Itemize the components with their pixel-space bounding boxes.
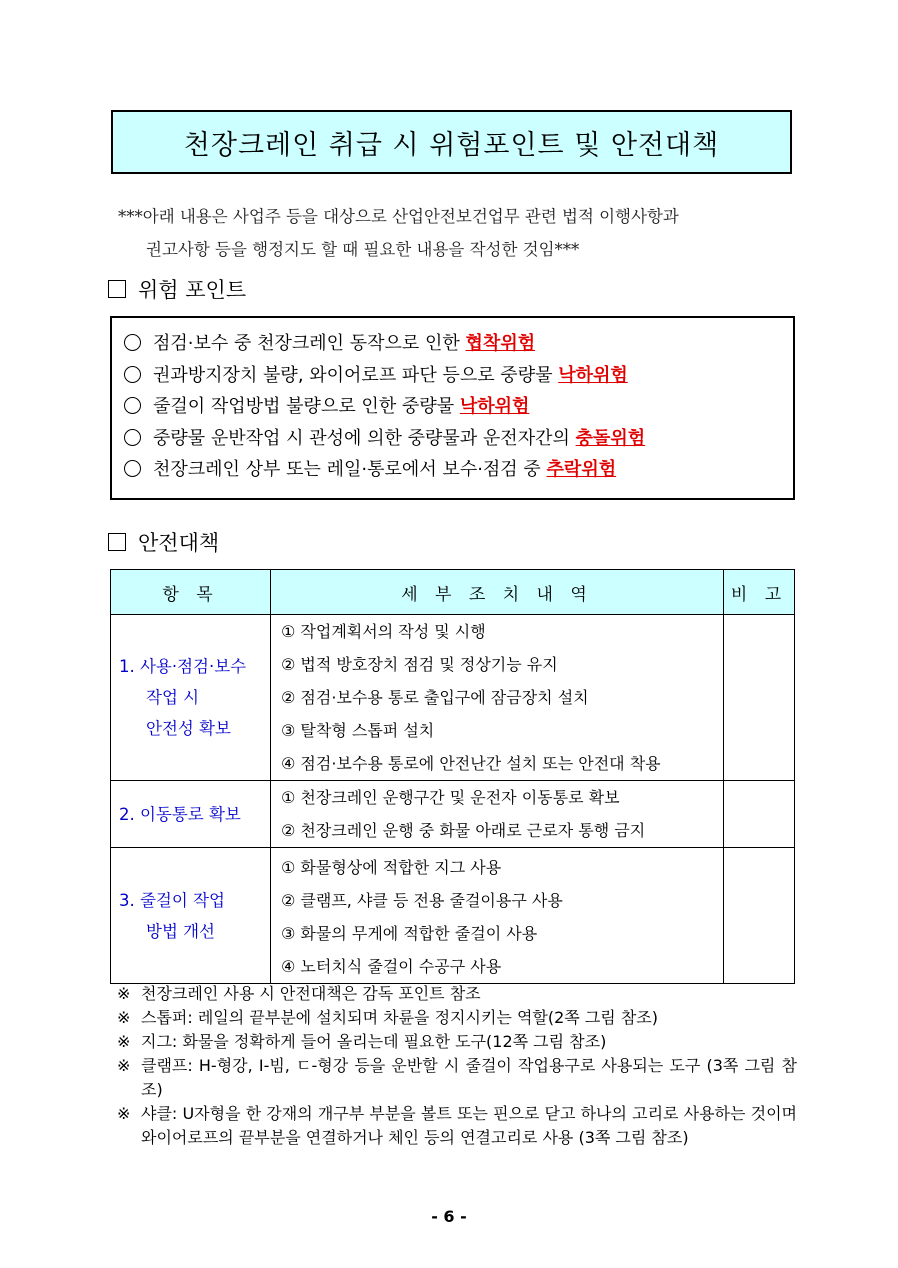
remarks-cell [724,615,795,781]
category-line: 1. 사용·점검·보수 [119,657,247,676]
footnote [117,1054,797,1102]
footnote [117,1006,797,1030]
hazard-text: 줄걸이 작업방법 불량으로 인한 중량물 [153,396,460,417]
footnote-text: 샤클: U자형을 한 강재의 개구부 부분을 볼트 또는 핀으로 닫고 하나의 고리로 사용하는 것이며 와이어로프의 끝부분을 연결하거나 체인 등의 연결고리로 사용 (3쪽 그림 참조) [141,1104,797,1147]
safety-section-heading [108,527,219,557]
category-cell [111,781,271,848]
details-cell [271,848,724,984]
hazard-item [124,360,793,392]
detail-item: ③ 화물의 무게에 적합한 줄걸이 사용 [281,924,538,943]
risk-label: 협착위험 [465,333,536,354]
detail-item: ② 천장크레인 운행 중 화물 아래로 근로자 통행 금지 [281,821,646,840]
intro-line-2: 권고사항 등을 행정지도 할 때 필요한 내용을 작성한 것임*** [146,240,580,259]
category-cell [111,615,271,781]
table-row [111,781,795,848]
hazard-text: 점검·보수 중 천장크레인 동작으로 인한 [153,333,466,354]
circle-bullet-icon [124,397,141,414]
details-cell [271,781,724,848]
category-line: 2. 이동통로 확보 [119,804,241,824]
safety-measures-table [110,569,795,984]
detail-item: ① 화물형상에 적합한 지그 사용 [281,858,502,877]
column-header-details: 세 부 조 치 내 역 [271,570,724,615]
detail-item: ② 점검·보수용 통로 출입구에 잠금장치 설치 [281,688,589,707]
detail-item: ④ 노터치식 줄걸이 수공구 사용 [281,957,502,976]
hazard-item [124,328,793,360]
detail-item: ② 법적 방호장치 점검 및 정상기능 유지 [281,655,558,674]
hazard-text: 권과방지장치 불량, 와이어로프 파단 등으로 중량물 [153,364,559,386]
page-title: 천장크레인 취급 시 위험포인트 및 안전대책 [111,110,792,174]
hazard-item [124,423,793,455]
column-header-item: 항 목 [111,570,271,615]
category-line: 3. 줄걸이 작업 [119,890,225,910]
reference-mark-icon: ※ [117,1056,131,1075]
risk-label: 낙하위험 [459,396,530,417]
detail-item: ① 천장크레인 운행구간 및 운전자 이동통로 확보 [281,788,620,807]
footnote-text: 클램프: H-형강, I-빔, ㄷ-형강 등을 운반할 시 줄걸이 작업용구로 사용되는 도구 (3쪽 그림 참조) [141,1056,797,1099]
circle-bullet-icon [124,460,141,477]
detail-item: ① 작업계획서의 작성 및 시행 [281,622,486,641]
footnote-text: 지그: 화물을 정확하게 들어 올리는데 필요한 도구(12쪽 그림 참조) [141,1032,607,1051]
footnote [117,982,797,1006]
column-header-remarks: 비 고 [724,570,795,615]
checkbox-square-icon [108,280,126,298]
risk-label: 충돌위험 [575,427,646,449]
checkbox-square-icon [108,533,126,551]
reference-mark-icon: ※ [117,984,131,1003]
category-cell [111,848,271,984]
risk-label: 낙하위험 [558,364,628,386]
category-line: 안전성 확보 [146,719,231,738]
intro-line-1: ***아래 내용은 사업주 등을 대상으로 산업안전보건업무 관련 법적 이행사항과 [118,207,679,226]
footnote-text: 스톱퍼: 레일의 끝부분에 설치되며 차륜을 정지시키는 역할(2쪽 그림 참조) [141,1008,658,1027]
circle-bullet-icon [124,334,141,351]
category-line: 방법 개선 [146,921,216,941]
footnotes [117,982,797,1150]
hazard-item [124,391,793,423]
safety-heading-text: 안전대책 [138,531,220,555]
hazard-item [124,454,793,486]
remarks-cell [724,781,795,848]
footnote [117,1102,797,1150]
table-row [111,615,795,781]
detail-item: ③ 탈착형 스톱퍼 설치 [281,721,435,740]
risk-label: 추락위험 [546,459,617,480]
detail-item: ② 클램프, 샤클 등 전용 줄걸이용구 사용 [281,891,563,910]
hazard-list-box [110,316,795,500]
details-cell [271,615,724,781]
footnote [117,1030,797,1054]
hazard-text: 천장크레인 상부 또는 레일·통로에서 보수·점검 중 [153,459,547,480]
reference-mark-icon: ※ [117,1032,131,1051]
footnote-text: 천장크레인 사용 시 안전대책은 감독 포인트 참조 [141,984,481,1003]
page-number: - 6 - [431,1207,467,1226]
table-header-row [111,570,795,615]
reference-mark-icon: ※ [117,1104,131,1123]
table-row [111,848,795,984]
hazard-text: 중량물 운반작업 시 관성에 의한 중량물과 운전자간의 [153,427,576,449]
hazard-section-heading [108,274,246,304]
circle-bullet-icon [124,366,141,383]
detail-item: ④ 점검·보수용 통로에 안전난간 설치 또는 안전대 착용 [281,754,661,773]
remarks-cell [724,848,795,984]
reference-mark-icon: ※ [117,1008,131,1027]
hazard-heading-text: 위험 포인트 [138,278,247,302]
category-line: 작업 시 [146,688,200,707]
intro-note [108,200,798,266]
circle-bullet-icon [124,429,141,446]
